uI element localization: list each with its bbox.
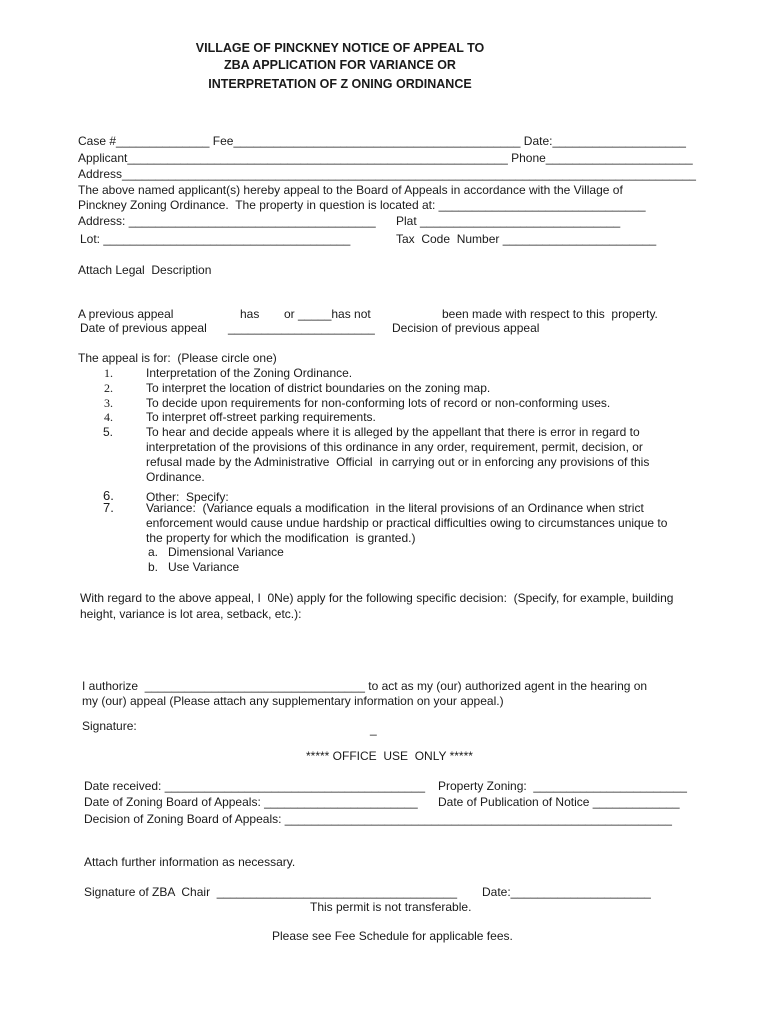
list-number: 7.	[103, 500, 114, 515]
previous-been-made: been made with respect to this property.	[442, 307, 658, 321]
previous-has-not: or _____has not	[284, 307, 371, 321]
tax-code-field: Tax Code Number _______________________	[396, 232, 657, 246]
list-number: 4.	[104, 410, 113, 424]
sub-item-dimensional: a. Dimensional Variance	[148, 545, 284, 559]
list-item: To interpret off-street parking requirements.	[146, 410, 376, 424]
list-item: To hear and decide appeals where it is alleged by the appellant that there is error in regard to	[146, 425, 640, 439]
specific-decision-line-1: With regard to the above appeal, I 0Ne) apply for the following specific decision: (Specify, for example, building	[80, 591, 674, 605]
list-item-continued: the property for which the modification is granted.)	[146, 531, 416, 545]
lot-field: Lot: _____________________________________	[80, 232, 351, 246]
address-line: Address______________________________________________________________________________________	[78, 167, 696, 181]
list-item-continued: enforcement would cause undue hardship or practical difficulties owing to circumstances unique to	[146, 516, 668, 530]
signature-label: Signature:	[82, 719, 137, 733]
title-line-1: VILLAGE OF PINCKNEY NOTICE OF APPEAL TO	[195, 41, 485, 55]
date-zba-field: Date of Zoning Board of Appeals: _______________________	[84, 795, 418, 809]
date-publication-field: Date of Publication of Notice _____________	[438, 795, 680, 809]
decision-previous-appeal-label: Decision of previous appeal	[392, 321, 540, 335]
property-address-field: Address: _____________________________________	[78, 214, 376, 228]
plat-field: Plat ______________________________	[396, 214, 621, 228]
zba-chair-signature-field: Signature of ZBA Chair ____________________________________	[84, 885, 457, 899]
list-item-continued: Ordinance.	[146, 470, 205, 484]
previous-has: has	[240, 307, 260, 321]
list-item: Variance: (Variance equals a modification in the literal provisions of an Ordinance when strict	[146, 501, 644, 515]
applicant-phone-line: Applicant_________________________________________________________ Phone______________________	[78, 151, 693, 165]
title-line-2: ZBA APPLICATION FOR VARIANCE OR	[224, 58, 456, 72]
zba-chair-date-field: Date:_____________________	[482, 885, 651, 899]
not-transferable-note: This permit is not transferable.	[310, 900, 472, 914]
office-use-only-heading: ***** OFFICE USE ONLY *****	[306, 749, 473, 763]
specific-decision-line-2: height, variance is lot area, setback, etc.):	[80, 607, 302, 621]
signature-line: _	[370, 722, 377, 736]
list-item-continued: interpretation of the provisions of this ordinance in any order, requirement, permit, decision, or	[146, 440, 643, 454]
appeal-text-line-1: The above named applicant(s) hereby appeal to the Board of Appeals in accordance with the Village of	[78, 183, 623, 197]
list-number: 5.	[103, 425, 114, 439]
list-number: 2.	[104, 381, 113, 395]
property-zoning-field: Property Zoning: _______________________	[438, 779, 687, 793]
list-number: 6.	[103, 488, 114, 503]
sub-item-use: b. Use Variance	[148, 560, 240, 574]
list-number: 1.	[104, 366, 113, 380]
list-item: Interpretation of the Zoning Ordinance.	[146, 366, 353, 380]
list-item: To decide upon requirements for non-conforming lots of record or non-conforming uses.	[146, 396, 611, 410]
case-fee-date-line: Case #______________ Fee___________________________________________ Date:____________________	[78, 134, 686, 148]
authorize-line-1: I authorize _________________________________ to act as my (our) authorized agent in the hearing on	[82, 679, 648, 693]
appeal-for-heading: The appeal is for: (Please circle one)	[78, 351, 277, 365]
attach-further-info: Attach further information as necessary.	[84, 855, 296, 869]
previous-appeal-label: A previous appeal	[78, 307, 174, 321]
date-previous-appeal-label: Date of previous appeal	[80, 321, 207, 335]
list-item: Other: Specify:	[146, 490, 229, 504]
title-line-3: INTERPRETATION OF Z ONING ORDINANCE	[208, 77, 472, 91]
decision-zba-field: Decision of Zoning Board of Appeals: __________________________________________________________	[84, 812, 672, 826]
authorize-line-2: my (our) appeal (Please attach any supplementary information on your appeal.)	[82, 694, 504, 708]
list-item-continued: refusal made by the Administrative Official in carrying out or in enforcing any provisions of this	[146, 455, 650, 469]
appeal-text-line-2: Pinckney Zoning Ordinance. The property in question is located at: _______________________________	[78, 198, 646, 212]
list-item: To interpret the location of district boundaries on the zoning map.	[146, 381, 491, 395]
fee-schedule-note: Please see Fee Schedule for applicable fees.	[272, 929, 513, 943]
list-number: 3.	[104, 396, 113, 410]
date-received-field: Date received: _______________________________________	[84, 779, 425, 793]
date-previous-appeal-line: ______________________	[228, 321, 375, 335]
attach-legal-description: Attach Legal Description	[78, 263, 212, 277]
